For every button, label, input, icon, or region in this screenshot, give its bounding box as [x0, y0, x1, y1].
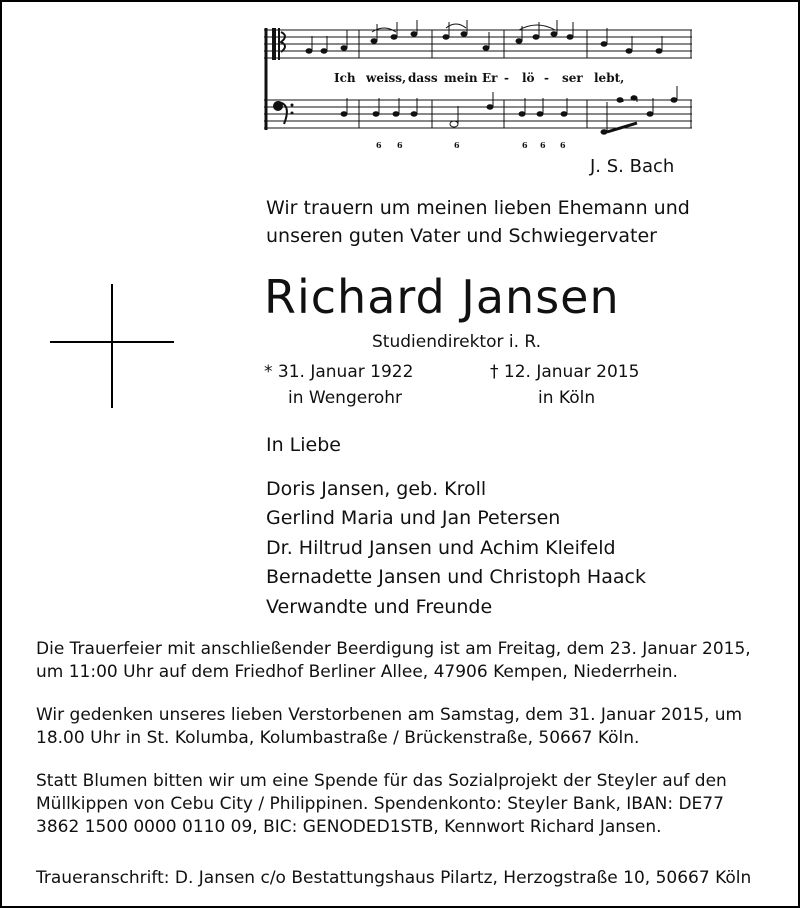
lyric-word: Er: [482, 71, 498, 85]
donation-line: Müllkippen von Cebu City / Philippinen. Spendenkonto: Steyler Bank, IBAN: DE77: [36, 794, 724, 814]
mourner-name: Gerlind Maria und Jan Petersen: [266, 507, 561, 529]
donation-line: 3862 1500 0000 0110 09, BIC: GENODED1STB, Kennwort Richard Jansen.: [36, 817, 662, 837]
lyric-word: lö: [522, 71, 535, 85]
cross-symbol: [111, 284, 113, 408]
mourner-name: Bernadette Jansen und Christoph Haack: [266, 566, 646, 588]
figured-bass: 6: [540, 140, 546, 150]
memorial-line: 18.00 Uhr in St. Kolumba, Kolumbastraße / Brückenstraße, 50667 Köln.: [36, 728, 640, 748]
donation-line: Statt Blumen bitten wir um eine Spende für das Sozialprojekt der Steyler auf den: [36, 771, 727, 791]
lyric-word: mein: [444, 71, 478, 85]
birth-place: in Wengerohr: [288, 388, 402, 408]
figured-bass: 6: [522, 140, 528, 150]
composer-attribution: J. S. Bach: [590, 156, 675, 177]
funeral-line: Die Trauerfeier mit anschließender Beerdigung ist am Freitag, dem 23. Januar 2015,: [36, 639, 751, 659]
death-date: † 12. Januar 2015: [490, 362, 640, 382]
lyric-word: weiss,: [366, 71, 407, 85]
intro-line: unseren guten Vater und Schwiegervater: [266, 225, 657, 247]
figured-bass: 6: [560, 140, 566, 150]
mourner-name: Verwandte und Freunde: [266, 596, 493, 618]
mourner-name: Doris Jansen, geb. Kroll: [266, 478, 487, 500]
cross-symbol-bar: [50, 341, 174, 343]
intro-line: Wir trauern um meinen lieben Ehemann und: [266, 197, 690, 219]
figured-bass: 6: [376, 140, 382, 150]
lyric-word: dass: [408, 71, 438, 85]
lyric-word: -: [504, 71, 509, 85]
lyric-word: lebt,: [594, 71, 625, 85]
address-line: Traueranschrift: D. Jansen c/o Bestattungshaus Pilartz, Herzogstraße 10, 50667 Köln: [36, 868, 752, 888]
deceased-name: Richard Jansen: [264, 270, 620, 324]
figured-bass: 6: [397, 140, 403, 150]
mourner-name: Dr. Hiltrud Jansen und Achim Kleifeld: [266, 537, 616, 559]
death-place: in Köln: [538, 388, 596, 408]
funeral-info: [36, 638, 776, 684]
in-love-label: In Liebe: [266, 434, 341, 456]
donation-info: [36, 770, 776, 839]
memorial-info: [36, 704, 776, 750]
funeral-line: um 11:00 Uhr auf dem Friedhof Berliner Allee, 47906 Kempen, Niederrhein.: [36, 662, 678, 682]
birth-date: * 31. Januar 1922: [264, 362, 414, 382]
figured-bass: 6: [454, 140, 460, 150]
music-score-image: [264, 20, 694, 155]
lyric-word: ser: [562, 71, 583, 85]
lyric-word: -: [544, 71, 549, 85]
mourning-address: [36, 867, 776, 890]
deceased-title: Studiendirektor i. R.: [372, 332, 542, 352]
memorial-line: Wir gedenken unseres lieben Verstorbenen am Samstag, dem 31. Januar 2015, um: [36, 705, 743, 725]
lyric-word: Ich: [334, 71, 356, 85]
